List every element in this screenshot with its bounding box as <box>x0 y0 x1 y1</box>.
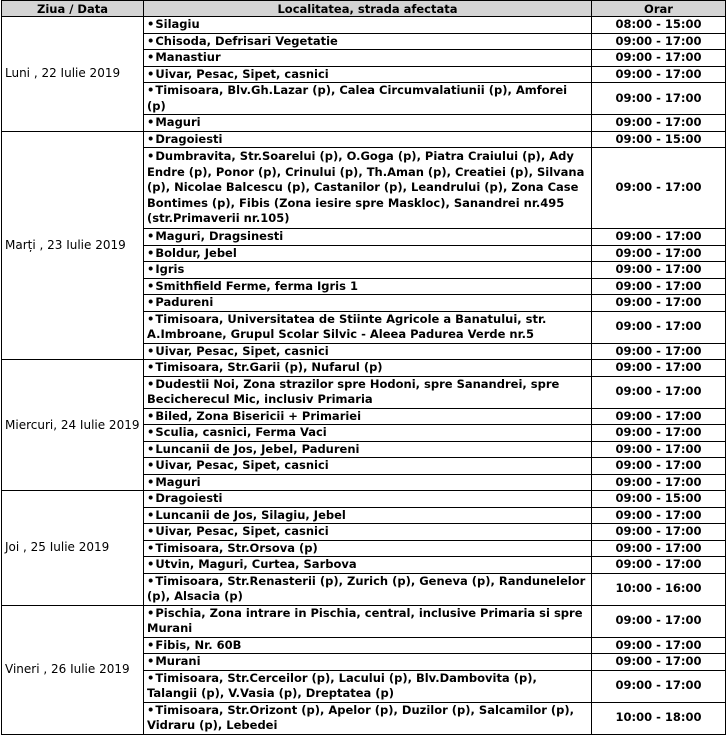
time-cell: 09:00 - 17:00 <box>592 311 726 343</box>
location-cell <box>144 605 592 637</box>
location-text: Luncanii de Jos, Jebel, Padureni <box>155 441 360 456</box>
time-cell: 09:00 - 17:00 <box>592 557 726 574</box>
location-text: Utvin, Maguri, Curtea, Sarbova <box>155 557 357 571</box>
location-text: Biled, Zona Bisericii + Primariei <box>155 408 362 423</box>
bullet-icon: • <box>147 474 155 489</box>
time-cell: 09:00 - 17:00 <box>592 474 726 491</box>
time-cell: 09:00 - 17:00 <box>592 295 726 312</box>
bullet-icon: • <box>147 83 155 97</box>
day-cell: Marți , 23 Iulie 2019 <box>2 131 144 360</box>
bullet-icon: • <box>147 491 155 505</box>
bullet-icon: • <box>147 573 155 588</box>
bullet-icon: • <box>147 702 155 717</box>
bullet-icon: • <box>147 540 155 555</box>
bullet-icon: • <box>147 458 155 472</box>
location-cell <box>144 343 592 360</box>
bullet-icon: • <box>147 17 155 31</box>
location-cell <box>144 670 592 702</box>
time-cell: 09:00 - 17:00 <box>592 66 726 83</box>
location-text: Timisoara, Str.Renasterii (p), Zurich (p), Geneva (p), Randunelelor (p), Alsacia (p) <box>147 573 586 603</box>
location-text: Sculia, casnici, Ferma Vaci <box>155 425 327 439</box>
time-cell: 09:00 - 17:00 <box>592 278 726 295</box>
time-cell: 09:00 - 17:00 <box>592 670 726 702</box>
time-cell: 09:00 - 17:00 <box>592 524 726 541</box>
bullet-icon: • <box>147 425 155 439</box>
bullet-icon: • <box>147 262 155 276</box>
bullet-icon: • <box>147 245 155 260</box>
bullet-icon: • <box>147 654 155 668</box>
location-text: Uivar, Pesac, Sipet, casnici <box>155 524 329 538</box>
time-cell: 10:00 - 18:00 <box>592 702 726 734</box>
bullet-icon: • <box>147 229 155 243</box>
bullet-icon: • <box>147 408 155 423</box>
location-text: Manastiur <box>155 50 221 64</box>
location-text: Timisoara, Universitatea de Stiinte Agricole a Banatului, str. A.Imbroane, Grupul Scolar Silvic - Aleea Padurea Verde nr.5 <box>147 311 547 341</box>
time-cell: 09:00 - 17:00 <box>592 376 726 408</box>
bullet-icon: • <box>147 33 155 48</box>
time-cell: 09:00 - 17:00 <box>592 441 726 458</box>
location-cell <box>144 229 592 246</box>
location-text: Maguri <box>155 474 201 489</box>
header-day: Ziua / Data <box>2 1 144 17</box>
table-row <box>2 605 726 637</box>
location-cell <box>144 573 592 605</box>
bullet-icon: • <box>147 131 155 146</box>
bullet-icon: • <box>147 524 155 538</box>
bullet-icon: • <box>147 295 155 309</box>
location-text: Dudestii Noi, Zona strazilor spre Hodoni, spre Sanandrei, spre Becicherecul Mic, inclusiv Primaria <box>147 376 560 406</box>
location-text: Luncanii de Jos, Silagiu, Jebel <box>155 507 346 522</box>
schedule-body <box>2 17 726 735</box>
location-text: Chisoda, Defrisari Vegetatie <box>155 33 338 48</box>
location-cell <box>144 83 592 115</box>
time-cell: 08:00 - 15:00 <box>592 17 726 34</box>
bullet-icon: • <box>147 507 155 522</box>
location-cell <box>144 557 592 574</box>
location-cell <box>144 654 592 671</box>
time-cell: 09:00 - 17:00 <box>592 245 726 262</box>
location-cell <box>144 458 592 475</box>
location-cell <box>144 425 592 442</box>
location-text: Fibis, Nr. 60B <box>155 637 242 652</box>
location-text: Uivar, Pesac, Sipet, casnici <box>155 66 329 81</box>
location-cell <box>144 474 592 491</box>
bullet-icon: • <box>147 66 155 81</box>
bullet-icon: • <box>147 670 155 685</box>
time-cell: 09:00 - 17:00 <box>592 425 726 442</box>
location-cell <box>144 540 592 557</box>
day-cell: Miercuri, 24 Iulie 2019 <box>2 360 144 491</box>
location-cell <box>144 441 592 458</box>
time-cell: 09:00 - 17:00 <box>592 540 726 557</box>
time-cell: 09:00 - 17:00 <box>592 33 726 50</box>
location-text: Smithfield Ferme, ferma Igris 1 <box>155 278 358 293</box>
location-cell <box>144 524 592 541</box>
time-cell: 09:00 - 17:00 <box>592 83 726 115</box>
table-row <box>2 360 726 377</box>
location-cell <box>144 408 592 425</box>
location-text: Uivar, Pesac, Sipet, casnici <box>155 343 329 358</box>
location-text: Timisoara, Str.Orizont (p), Apelor (p), Duzilor (p), Salcamilor (p), Vidraru (p), Lebedei <box>147 702 575 732</box>
location-cell <box>144 278 592 295</box>
location-cell <box>144 50 592 67</box>
bullet-icon: • <box>147 149 155 164</box>
location-text: Maguri <box>155 115 201 129</box>
location-text: Timisoara, Blv.Gh.Lazar (p), Calea Circumvalatiunii (p), Amforei (p) <box>147 83 568 113</box>
location-text: Timisoara, Str.Orsova (p) <box>155 540 318 555</box>
location-cell <box>144 702 592 734</box>
time-cell: 09:00 - 17:00 <box>592 229 726 246</box>
time-cell: 09:00 - 17:00 <box>592 605 726 637</box>
time-cell: 09:00 - 17:00 <box>592 262 726 279</box>
location-text: Dragoiesti <box>155 491 223 505</box>
location-cell <box>144 360 592 377</box>
bullet-icon: • <box>147 557 155 571</box>
bullet-icon: • <box>147 360 155 374</box>
time-cell: 09:00 - 17:00 <box>592 343 726 360</box>
location-text: Pischia, Zona intrare in Pischia, central, inclusive Primaria si spre Murani <box>147 605 583 635</box>
location-cell <box>144 148 592 229</box>
day-cell: Vineri , 26 Iulie 2019 <box>2 605 144 734</box>
header-time: Orar <box>592 1 726 17</box>
bullet-icon: • <box>147 50 155 64</box>
time-cell: 09:00 - 17:00 <box>592 637 726 654</box>
header-row <box>2 1 726 17</box>
location-cell <box>144 66 592 83</box>
location-cell <box>144 131 592 148</box>
location-cell <box>144 17 592 34</box>
location-text: Boldur, Jebel <box>155 245 237 260</box>
time-cell: 09:00 - 17:00 <box>592 360 726 377</box>
table-row <box>2 17 726 34</box>
location-cell <box>144 245 592 262</box>
location-cell <box>144 295 592 312</box>
bullet-icon: • <box>147 441 155 456</box>
time-cell: 09:00 - 17:00 <box>592 654 726 671</box>
bullet-icon: • <box>147 637 155 652</box>
location-cell <box>144 507 592 524</box>
location-text: Dumbravita, Str.Soarelui (p), O.Goga (p), Piatra Craiului (p), Ady Endre (p), Ponor (p), Crinului (p), Th.Aman (p), Creatiei (p), Silvana (p), Nicolae Balcescu (p), Castanilor (p), Leandrului (p), Zona Case Bontimes (p), Fibis (Zona iesire spre Maskloc), Sanandrei nr.495 (str.Primaverii nr.105) <box>147 149 585 226</box>
day-cell: Luni , 22 Iulie 2019 <box>2 17 144 132</box>
bullet-icon: • <box>147 311 155 326</box>
location-text: Timisoara, Str.Cerceilor (p), Lacului (p), Blv.Dambovita (p), Talangii (p), V.Vasia (p), Dreptatea (p) <box>147 670 537 700</box>
outage-schedule-table <box>1 0 726 735</box>
time-cell: 09:00 - 17:00 <box>592 148 726 229</box>
location-cell <box>144 311 592 343</box>
bullet-icon: • <box>147 376 155 391</box>
bullet-icon: • <box>147 115 155 129</box>
time-cell: 09:00 - 15:00 <box>592 491 726 508</box>
table-row <box>2 131 726 148</box>
location-text: Silagiu <box>155 17 200 31</box>
location-cell <box>144 376 592 408</box>
location-cell <box>144 115 592 132</box>
day-cell: Joi , 25 Iulie 2019 <box>2 491 144 606</box>
location-cell <box>144 491 592 508</box>
time-cell: 09:00 - 17:00 <box>592 458 726 475</box>
time-cell: 09:00 - 17:00 <box>592 50 726 67</box>
location-cell <box>144 637 592 654</box>
location-text: Igris <box>155 262 185 276</box>
time-cell: 09:00 - 15:00 <box>592 131 726 148</box>
bullet-icon: • <box>147 343 155 358</box>
bullet-icon: • <box>147 278 155 293</box>
bullet-icon: • <box>147 605 155 620</box>
location-text: Timisoara, Str.Garii (p), Nufarul (p) <box>155 360 383 374</box>
location-cell <box>144 262 592 279</box>
time-cell: 10:00 - 16:00 <box>592 573 726 605</box>
location-cell <box>144 33 592 50</box>
time-cell: 09:00 - 17:00 <box>592 408 726 425</box>
location-text: Dragoiesti <box>155 131 223 146</box>
time-cell: 09:00 - 17:00 <box>592 115 726 132</box>
table-row <box>2 491 726 508</box>
location-text: Murani <box>155 654 201 668</box>
location-text: Uivar, Pesac, Sipet, casnici <box>155 458 329 472</box>
location-text: Padureni <box>155 295 214 309</box>
location-text: Maguri, Dragsinesti <box>155 229 284 243</box>
header-location: Localitatea, strada afectata <box>144 1 592 17</box>
time-cell: 09:00 - 17:00 <box>592 507 726 524</box>
